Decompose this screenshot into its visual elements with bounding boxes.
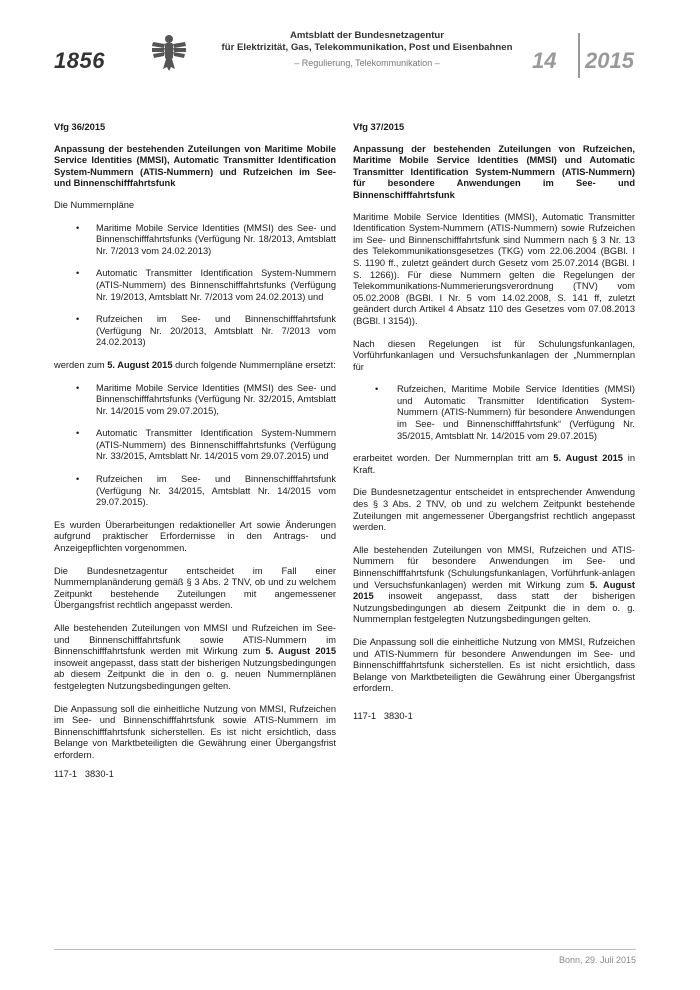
numbering-plan-list xyxy=(353,384,635,442)
bullet-icon: • xyxy=(76,222,80,233)
gazette-title-line1: Amtsblatt der Bundesnetzagentur xyxy=(289,30,445,41)
paragraph: Nach diesen Regelungen ist für Schulungsfunkanlagen, Vorführfunkanlagen und Versuchsfunkanlagen der „Nummernplan für xyxy=(353,338,635,372)
reference-code: 117-1 3830-1 xyxy=(54,769,114,779)
bullet-icon: • xyxy=(76,474,80,485)
bullet-icon: • xyxy=(375,384,379,395)
issue-divider xyxy=(578,33,580,78)
paragraph: Alle bestehenden Zuteilungen von MMSI und Rufzeichen im See- und Binnenschifffahrtsfunk sowie ATIS-Nummern im Binnenschifffahrtsfunk werden mit Wirkung zum 5. August 2015 insoweit angepasst, dass statt der bisherigen Nutzungsbedingungen ab diesem Zeitpunkt die in den o. g. neuen Nummernplänen festgelegten Nutzungsbedingungen gelten. xyxy=(54,623,336,691)
bullet-icon: • xyxy=(76,428,80,439)
list-item: • Automatic Transmitter Identification System-Nummern (ATIS-Nummern) des Binnenschifffahrtsfunks (Verfügung Nr. 33/2015, Amtsblatt Nr. 14/2015 vom 29.07.2015) und xyxy=(76,428,336,462)
list-item: • Rufzeichen, Maritime Mobile Service Identities (MMSI) und Automatic Transmitter Identification System-Nummern (ATIS-Nummern) für besondere Anwendungen im See- und Binnenschifffahrtsfunk“ (Verfügung Nr. 35/2015, Amtsblatt Nr. 14/2015 vom 29.07.2015) xyxy=(375,384,635,441)
page-number: 1856 xyxy=(54,48,105,73)
left-column xyxy=(54,122,336,773)
ordinance-title: Anpassung der bestehenden Zuteilungen von Maritime Mobile Service Identities (MMSI), Automatic Transmitter Identification System-Nummern (ATIS-Nummern) und Rufzeichen im See- und Binnenschifffahrtsfunk xyxy=(54,143,336,189)
gazette-title-line2: für Elektrizität, Gas, Telekommunikation, Post und Eisenbahnen xyxy=(221,42,513,53)
paragraph: Die Bundesnetzagentur entscheidet in entsprechender Anwendung des § 3 Abs. 2 TNV, ob und zu welchem Zeitpunkt bestehende Zuteilungen mit angemessener Übergangsfrist rechtlich angepasst werden. xyxy=(353,487,635,533)
list-item: • Rufzeichen im See- und Binnenschifffahrtsfunk (Verfügung Nr. 20/2013, Amtsblatt Nr. 7/2013 vom 24.02.2013) xyxy=(76,314,336,348)
paragraph: Es wurden Überarbeitungen redaktioneller Art sowie Änderungen aufgrund praktischer Erfordernisse in den Antrags- und Anzeigepflichten vorgenommen. xyxy=(54,519,336,554)
paragraph: Die Nummernpläne xyxy=(54,199,135,210)
paragraph: Alle bestehenden Zuteilungen von MMSI, Rufzeichen und ATIS-Nummern für besondere Anwendungen im See- und Binnenschifffahrtsfunk (Schulungsfunkanlagen, Vorführfunk-anlagen und Versuchsfunkanlagen) werden mit Wirkung zum 5. August 2015 insoweit angepasst, dass statt der bisherigen Nutzungsbedingungen ab diesem Zeitpunkt die in dem o. g. Nummernplan festgelegten Nutzungsbedingungen gelten. xyxy=(353,544,635,625)
paragraph: werden zum 5. August 2015 durch folgende Nummernpläne ersetzt: xyxy=(54,359,336,370)
gazette-subtitle: – Regulierung, Telekommunikation – xyxy=(294,58,440,68)
bullet-icon: • xyxy=(76,382,80,393)
ordinance-number: Vfg 36/2015 xyxy=(54,122,106,132)
numbering-plans-new-list xyxy=(54,383,336,509)
paragraph: Die Anpassung soll die einheitliche Nutzung von MMSI, Rufzeichen und ATIS-Nummern für besondere Anwendungen im See- und Binnenschifffahrtsfunk sicherstellen. Es ist nicht ersichtlich, dass Belange von Marktbeteiligten die Gewährung einer Übergangsfrist erfordern. xyxy=(353,636,635,694)
list-item: • Automatic Transmitter Identification System-Nummern (ATIS-Nummern) des Binnenschifffahrtsfunks (Verfügung Nr. 19/2013, Amtsblatt Nr. 7/2013 vom 24.02.2013) und xyxy=(76,268,336,302)
paragraph: Maritime Mobile Service Identities (MMSI), Automatic Transmitter Identification System-Nummern (ATIS-Nummern) sowie Rufzeichen im See- und Binnenschifffahrtsfunk sind Nummern nach § 3 Nr. 13 des Telekommunikationsgesetzes (TKG) vom 22.06.2004 (BGBl. I S. 1190 ff., zuletzt geändert durch Gesetz vom 25.07.2014 (BGBl. I S. 1266)). Für diese Nummern gelten die Regelungen der Telekommunikations-Nummerierungsverordnung (TNV) vom 05.02.2008 (BGBl. I Nr. 5 vom 14.02.2008, S. 141 ff, zuletzt geändert durch Artikel 4 Absatz 110 des Gesetzes vom 07.08.2013 (BGBl. I 3154)). xyxy=(353,211,635,326)
ordinance-title: Anpassung der bestehenden Zuteilungen von Rufzeichen, Maritime Mobile Service Identities (MMSI) und Automatic Transmitter Identification System-Nummern (ATIS-Nummern) für besondere Anwendungen im See- und Binnenschifffahrtsfunk xyxy=(353,143,635,200)
list-item: • Maritime Mobile Service Identities (MMSI) des See- und Binnenschifffahrtsfunks (Verfügung Nr. 18/2013, Amtsblatt Nr. 7/2013 vom 24.02.2013) xyxy=(76,222,336,256)
footer-divider xyxy=(54,949,636,950)
reference-code: 117-1 3830-1 xyxy=(353,710,413,721)
issue-number: 14 xyxy=(532,48,557,73)
issue-year: 2015 xyxy=(585,48,634,73)
paragraph: erarbeitet worden. Der Nummernplan tritt am 5. August 2015 in Kraft. xyxy=(353,453,635,475)
ordinance-number: Vfg 37/2015 xyxy=(353,122,405,132)
list-item: • Rufzeichen im See- und Binnenschifffahrtsfunk (Verfügung Nr. 34/2015, Amtsblatt Nr. 14/2015 vom 29.07.2015). xyxy=(76,474,336,508)
right-column xyxy=(353,122,635,723)
numbering-plans-old-list xyxy=(54,223,336,349)
paragraph: Die Anpassung soll die einheitliche Nutzung von MMSI, Rufzeichen im See- und Binnenschifffahrtsfunk sowie ATIS-Nummern im Binnenschifffahrtsfunk sicherstellen. Es ist nicht ersichtlich, dass Belange von Marktbeteiligten die Gewährung einer Übergangsfrist erfordern. xyxy=(54,703,336,760)
footer-place-date: Bonn, 29. Juli 2015 xyxy=(558,955,636,965)
paragraph: Die Bundesnetzagentur entscheidet im Fall einer Nummernplanänderung gemäß § 3 Abs. 2 TNV, ob und zu welchem Zeitpunkt bestehende Zuteilungen mit angemessener Übergangsfrist rechtlich angepasst werden. xyxy=(54,565,336,611)
bullet-icon: • xyxy=(76,314,80,325)
bullet-icon: • xyxy=(76,268,80,279)
list-item: • Maritime Mobile Service Identities (MMSI) des See- und Binnenschifffahrtsfunks (Verfügung Nr. 32/2015, Amtsblatt Nr. 14/2015 vom 29.07.2015), xyxy=(76,382,336,416)
